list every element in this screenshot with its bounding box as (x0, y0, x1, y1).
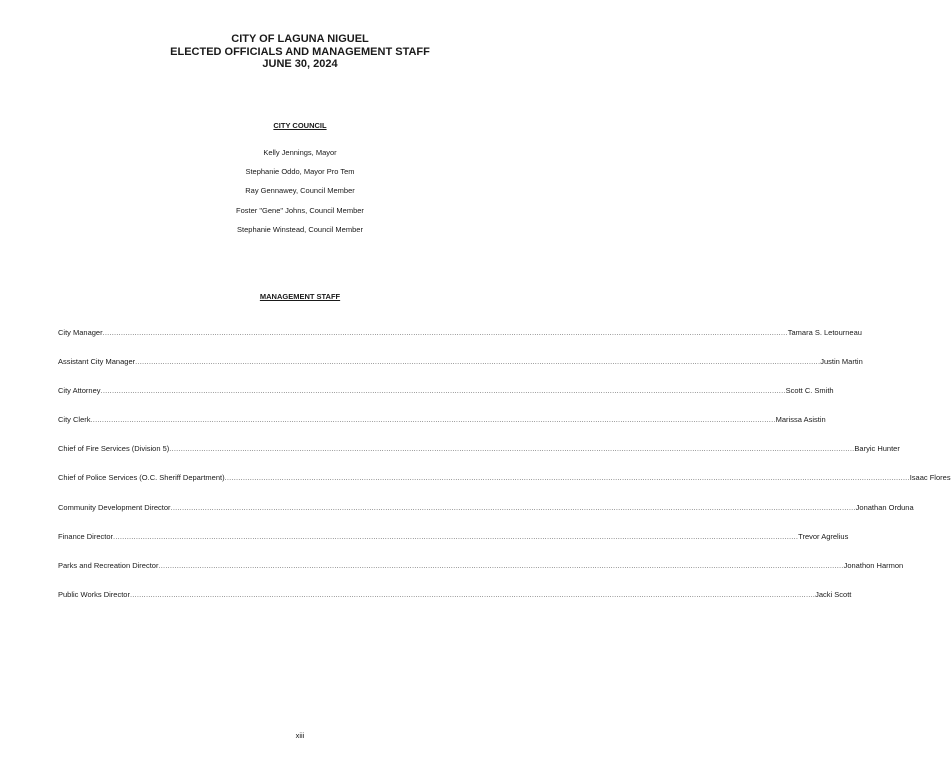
staff-row (58, 444, 900, 473)
staff-name: Jonathan Orduna (855, 502, 914, 512)
dot-leader: ............................................................................................................................................................................................................................................................................................................ (90, 415, 776, 425)
staff-name: Marissa Asistin (775, 415, 826, 425)
council-member: Stephanie Oddo, Mayor Pro Tem (245, 167, 355, 177)
header-date: JUNE 30, 2024 (262, 58, 338, 70)
dot-leader: ............................................................................................................................................................................................................................................................................................................ (102, 328, 788, 337)
staff-title: City Attorney (58, 386, 101, 396)
staff-name: Tamara S. Letourneau (787, 328, 862, 337)
staff-row (58, 560, 904, 590)
management-staff-heading: MANAGEMENT STAFF (259, 292, 341, 301)
staff-name: Jonathon Harmon (843, 560, 904, 570)
dot-leader: ............................................................................................................................................................................................................................................................................................................ (135, 357, 821, 367)
header-subtitle: ELECTED OFFICIALS AND MANAGEMENT STAFF (170, 45, 430, 58)
document-header (0, 33, 600, 71)
city-council-list (0, 148, 600, 244)
dot-leader: ............................................................................................................................................................................................................................................................................................................ (129, 589, 816, 599)
staff-name: Isaac Flores (909, 473, 951, 483)
staff-row (58, 328, 862, 357)
staff-name: Baryic Hunter (854, 444, 900, 454)
dot-leader: ............................................................................................................................................................................................................................................................................................................ (169, 444, 855, 454)
staff-row (58, 531, 849, 561)
header-city-name: CITY OF LAGUNA NIGUEL (231, 33, 369, 45)
staff-title: City Manager (58, 328, 103, 337)
dot-leader: ............................................................................................................................................................................................................................................................................................................ (158, 560, 844, 570)
dot-leader: ............................................................................................................................................................................................................................................................................................................ (224, 473, 910, 483)
staff-title: Finance Director (58, 531, 114, 541)
staff-title: Chief of Fire Services (Division 5) (58, 444, 170, 454)
staff-name: Trevor Agrelius (798, 531, 849, 541)
dot-leader: ............................................................................................................................................................................................................................................................................................................ (113, 531, 799, 541)
council-member: Kelly Jennings, Mayor (263, 148, 337, 157)
city-council-heading: CITY COUNCIL (273, 121, 327, 130)
dot-leader: ............................................................................................................................................................................................................................................................................................................ (100, 386, 786, 396)
staff-title: Community Development Director (58, 502, 171, 512)
staff-row (58, 415, 826, 444)
staff-name: Scott C. Smith (785, 386, 834, 396)
staff-row (58, 386, 834, 415)
staff-row (58, 357, 863, 386)
page-number: xiii (295, 731, 305, 740)
staff-name: Jacki Scott (815, 589, 852, 599)
dot-leader: ............................................................................................................................................................................................................................................................................................................ (170, 502, 856, 512)
staff-title: Public Works Director (58, 589, 130, 599)
staff-row (58, 589, 852, 619)
staff-name: Justin Martin (820, 357, 863, 367)
staff-row (58, 473, 951, 502)
staff-title: Chief of Police Services (O.C. Sheriff Department) (58, 473, 225, 483)
council-member: Stephanie Winstead, Council Member (237, 224, 363, 234)
management-staff-list (58, 328, 951, 619)
council-member: Ray Gennawey, Council Member (245, 186, 355, 196)
staff-title: Assistant City Manager (58, 357, 136, 367)
staff-title: Parks and Recreation Director (58, 560, 159, 570)
staff-title: City Clerk (58, 415, 91, 425)
council-member: Foster "Gene" Johns, Council Member (236, 205, 364, 215)
staff-row (58, 502, 914, 532)
